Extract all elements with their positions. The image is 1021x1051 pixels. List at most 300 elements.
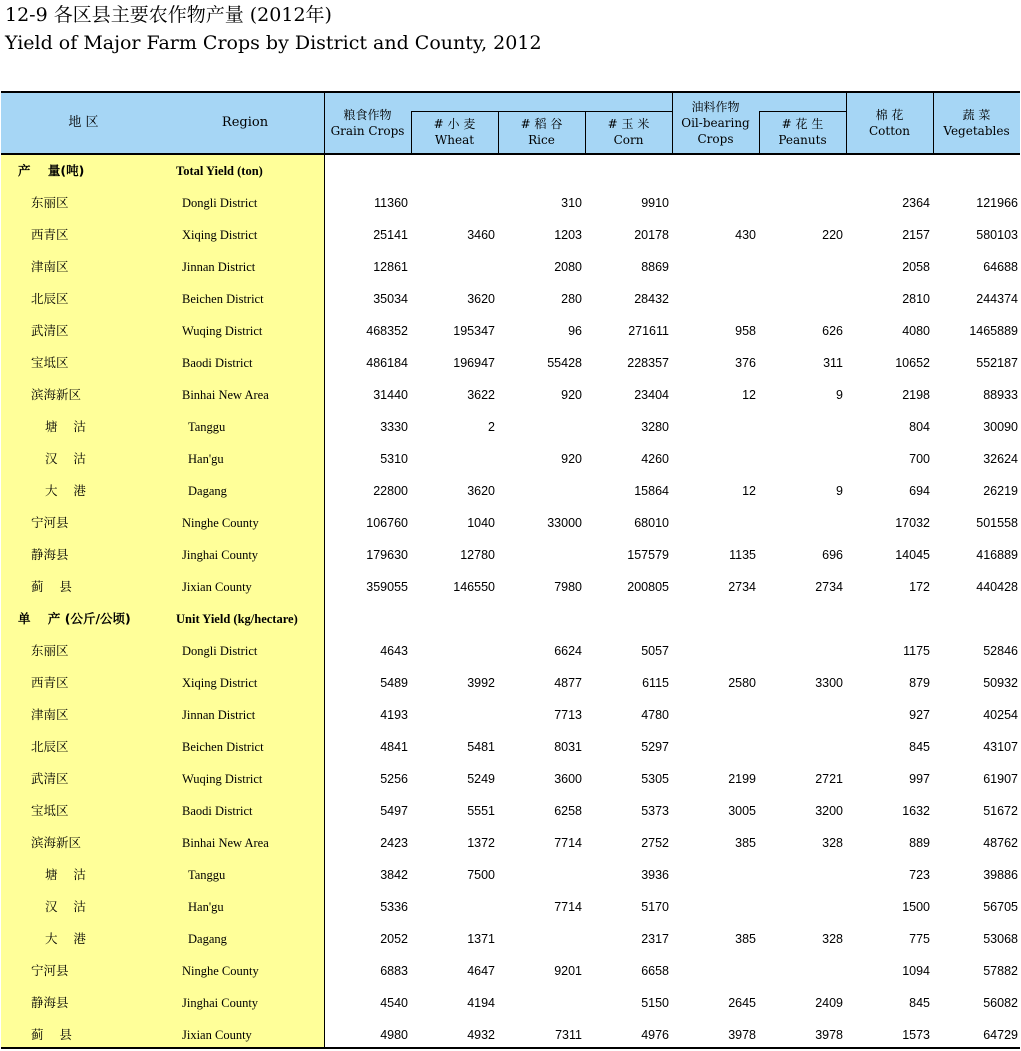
value-cell: 920: [561, 452, 582, 466]
region-name-en: Unit Yield (kg/hectare): [176, 612, 298, 626]
region-name-cn: 产 量(吨): [18, 163, 85, 178]
table-row: [0, 923, 1021, 955]
value-cell: 228357: [627, 356, 669, 370]
value-cell: 2364: [902, 196, 930, 210]
value-cell: 200805: [627, 580, 669, 594]
value-cell: 3620: [467, 484, 495, 498]
value-cell: 20178: [634, 228, 669, 242]
region-name-en: Dongli District: [182, 196, 258, 210]
value-cell: 580103: [976, 228, 1018, 242]
value-cell: 4540: [380, 996, 408, 1010]
value-cell: 1465889: [969, 324, 1018, 338]
region-name-en: Xiqing District: [182, 228, 258, 242]
value-cell: 25141: [373, 228, 408, 242]
region-name-en: Tanggu: [188, 868, 226, 882]
table-row: [0, 635, 1021, 667]
value-cell: 5497: [380, 804, 408, 818]
value-cell: 2580: [728, 676, 756, 690]
value-cell: 5256: [380, 772, 408, 786]
value-cell: 32624: [983, 452, 1018, 466]
value-cell: [589, 603, 669, 635]
value-cell: 2645: [728, 996, 756, 1010]
region-name-en: Jixian County: [182, 1028, 252, 1042]
value-cell: 31440: [373, 388, 408, 402]
value-cell: 5305: [641, 772, 669, 786]
value-cell: 50932: [983, 676, 1018, 690]
region-name-cn: 蓟 县: [31, 579, 72, 594]
value-cell: 486184: [366, 356, 408, 370]
header-region-cn: 地 区: [68, 115, 99, 130]
region-name-en: Jinghai County: [182, 996, 259, 1010]
value-cell: 15864: [634, 484, 669, 498]
value-cell: [502, 475, 582, 507]
region-name-cn: 塘 沽: [45, 867, 86, 882]
value-cell: 3300: [815, 676, 843, 690]
section-header-row: [0, 603, 1021, 635]
value-cell: 64688: [983, 260, 1018, 274]
value-cell: [415, 443, 495, 475]
value-cell: 5249: [467, 772, 495, 786]
table-bottom-rule: [1, 1047, 1020, 1049]
value-cell: [676, 155, 756, 187]
value-cell: 845: [909, 996, 930, 1010]
value-cell: 5373: [641, 804, 669, 818]
region-name-cn: 滨海新区: [31, 835, 82, 850]
region-name-en: Jinnan District: [182, 708, 256, 722]
value-cell: [502, 987, 582, 1019]
value-cell: [763, 603, 843, 635]
value-cell: 2752: [641, 836, 669, 850]
value-cell: [676, 699, 756, 731]
region-name-en: Dongli District: [182, 644, 258, 658]
value-cell: 2052: [380, 932, 408, 946]
region-name-cn: 蓟 县: [31, 1027, 72, 1042]
value-cell: 4841: [380, 740, 408, 754]
value-cell: 501558: [976, 516, 1018, 530]
value-cell: [328, 155, 408, 187]
value-cell: 958: [735, 324, 756, 338]
value-cell: 12: [742, 388, 756, 402]
region-name-en: Wuqing District: [182, 772, 263, 786]
region-name-cn: 宝坻区: [31, 803, 69, 818]
region-name-en: Baodi District: [182, 356, 253, 370]
value-cell: 7714: [554, 900, 582, 914]
value-cell: 2198: [902, 388, 930, 402]
value-cell: 889: [909, 836, 930, 850]
region-name-cn: 大 港: [45, 483, 86, 498]
value-cell: [502, 539, 582, 571]
table-row: [0, 571, 1021, 603]
table-body: [0, 155, 1021, 1051]
value-cell: 552187: [976, 356, 1018, 370]
value-cell: 4877: [554, 676, 582, 690]
table-row: [0, 507, 1021, 539]
section-header-row: [0, 155, 1021, 187]
value-cell: 17032: [895, 516, 930, 530]
header-region-en: Region: [221, 115, 269, 130]
value-cell: [763, 251, 843, 283]
value-cell: 280: [561, 292, 582, 306]
value-cell: [676, 187, 756, 219]
value-cell: [763, 283, 843, 315]
region-name-cn: 塘 沽: [45, 419, 86, 434]
page-title-cn: 12-9 各区县主要农作物产量 (2012年): [5, 4, 332, 26]
value-cell: 3620: [467, 292, 495, 306]
table-row: [0, 379, 1021, 411]
value-cell: 8031: [554, 740, 582, 754]
table-row: [0, 827, 1021, 859]
region-name-en: Jixian County: [182, 580, 252, 594]
value-cell: 4194: [467, 996, 495, 1010]
value-cell: 4193: [380, 708, 408, 722]
value-cell: 195347: [453, 324, 495, 338]
value-cell: 3280: [641, 420, 669, 434]
value-cell: 6115: [642, 676, 669, 690]
region-name-cn: 大 港: [45, 931, 86, 946]
value-cell: 2058: [902, 260, 930, 274]
value-cell: [763, 699, 843, 731]
value-cell: [415, 603, 495, 635]
region-name-cn: 东丽区: [31, 643, 69, 658]
value-cell: 5057: [641, 644, 669, 658]
value-cell: 4980: [380, 1028, 408, 1042]
value-cell: 440428: [976, 580, 1018, 594]
value-cell: 879: [909, 676, 930, 690]
value-cell: 694: [909, 484, 930, 498]
value-cell: 96: [568, 324, 582, 338]
value-cell: 9910: [641, 196, 669, 210]
value-cell: 88933: [983, 388, 1018, 402]
value-cell: 11360: [374, 196, 408, 210]
value-cell: 5481: [467, 740, 495, 754]
value-cell: [676, 635, 756, 667]
value-cell: 376: [735, 356, 756, 370]
value-cell: 7311: [555, 1028, 582, 1042]
value-cell: [676, 283, 756, 315]
value-cell: 55428: [547, 356, 582, 370]
table-row: [0, 475, 1021, 507]
value-cell: 179630: [366, 548, 408, 562]
value-cell: [502, 155, 582, 187]
table-row: [0, 539, 1021, 571]
value-cell: [676, 731, 756, 763]
value-cell: 7713: [554, 708, 582, 722]
value-cell: 68010: [634, 516, 669, 530]
region-name-en: Tanggu: [188, 420, 226, 434]
value-cell: 4780: [641, 708, 669, 722]
header-cotton: 棉 花 Cotton: [868, 108, 910, 138]
value-cell: [763, 155, 843, 187]
region-name-cn: 单 产 (公斤/公顷): [18, 611, 131, 626]
value-cell: 920: [561, 388, 582, 402]
value-cell: 5150: [641, 996, 669, 1010]
value-cell: 39886: [983, 868, 1018, 882]
value-cell: [415, 635, 495, 667]
value-cell: 2734: [815, 580, 843, 594]
value-cell: [763, 891, 843, 923]
table-row: [0, 411, 1021, 443]
region-name-cn: 宁河县: [31, 515, 69, 530]
value-cell: 5551: [467, 804, 495, 818]
value-cell: 700: [909, 452, 930, 466]
region-name-cn: 北辰区: [31, 291, 69, 306]
region-name-cn: 东丽区: [31, 195, 69, 210]
value-cell: 5310: [380, 452, 408, 466]
value-cell: 57882: [983, 964, 1018, 978]
value-cell: 2810: [902, 292, 930, 306]
value-cell: 416889: [976, 548, 1018, 562]
value-cell: 28432: [634, 292, 669, 306]
value-cell: 7714: [554, 836, 582, 850]
value-cell: 2: [488, 420, 495, 434]
value-cell: 3600: [554, 772, 582, 786]
table-header: [1, 91, 1020, 155]
value-cell: 1094: [902, 964, 930, 978]
value-cell: 3005: [728, 804, 756, 818]
region-name-cn: 静海县: [31, 547, 69, 562]
value-cell: 9: [836, 388, 843, 402]
value-cell: 723: [909, 868, 930, 882]
value-cell: 172: [909, 580, 930, 594]
table-row: [0, 987, 1021, 1019]
value-cell: 4260: [641, 452, 669, 466]
value-cell: 40254: [983, 708, 1018, 722]
value-cell: 4080: [902, 324, 930, 338]
value-cell: 3200: [815, 804, 843, 818]
value-cell: 997: [909, 772, 930, 786]
value-cell: 6658: [641, 964, 669, 978]
value-cell: 626: [822, 324, 843, 338]
value-cell: 2157: [902, 228, 930, 242]
value-cell: 9: [836, 484, 843, 498]
value-cell: [938, 603, 1018, 635]
value-cell: 61907: [983, 772, 1018, 786]
value-cell: [763, 859, 843, 891]
table-row: [0, 731, 1021, 763]
value-cell: [850, 155, 930, 187]
region-name-cn: 北辰区: [31, 739, 69, 754]
region-name-cn: 汉 沽: [45, 451, 86, 466]
value-cell: 6258: [554, 804, 582, 818]
value-cell: 3992: [467, 676, 495, 690]
value-cell: [676, 251, 756, 283]
value-cell: 43107: [983, 740, 1018, 754]
value-cell: 56705: [983, 900, 1018, 914]
value-cell: 157579: [627, 548, 669, 562]
value-cell: 1040: [467, 516, 495, 530]
value-cell: 1632: [902, 804, 930, 818]
value-cell: 1573: [902, 1028, 930, 1042]
region-name-cn: 宝坻区: [31, 355, 69, 370]
value-cell: 385: [735, 932, 756, 946]
value-cell: 5336: [380, 900, 408, 914]
region-name-en: Jinghai County: [182, 548, 259, 562]
region-name-en: Dagang: [188, 484, 227, 498]
value-cell: 22800: [373, 484, 408, 498]
value-cell: 53068: [983, 932, 1018, 946]
value-cell: 56082: [983, 996, 1018, 1010]
value-cell: 1372: [467, 836, 495, 850]
value-cell: 244374: [976, 292, 1018, 306]
value-cell: [763, 635, 843, 667]
value-cell: 385: [735, 836, 756, 850]
table-row: [0, 795, 1021, 827]
value-cell: 6624: [554, 644, 582, 658]
table-row: [0, 859, 1021, 891]
value-cell: 8869: [641, 260, 669, 274]
value-cell: 48762: [983, 836, 1018, 850]
value-cell: [676, 859, 756, 891]
region-name-cn: 西青区: [31, 675, 69, 690]
region-name-en: Xiqing District: [182, 676, 258, 690]
page-title-en: Yield of Major Farm Crops by District and County, 2012: [5, 32, 542, 54]
value-cell: 5170: [641, 900, 669, 914]
value-cell: 23404: [634, 388, 669, 402]
region-name-en: Binhai New Area: [182, 388, 269, 402]
value-cell: 4647: [467, 964, 495, 978]
value-cell: 927: [909, 708, 930, 722]
value-cell: 9201: [554, 964, 582, 978]
value-cell: 3978: [815, 1028, 843, 1042]
region-name-cn: 津南区: [31, 707, 69, 722]
value-cell: [763, 507, 843, 539]
header-rice: # 稻 谷 Rice: [520, 117, 563, 147]
value-cell: [502, 859, 582, 891]
value-cell: [850, 603, 930, 635]
value-cell: 2734: [728, 580, 756, 594]
value-cell: 2080: [554, 260, 582, 274]
value-cell: 311: [823, 356, 843, 370]
value-cell: 1500: [902, 900, 930, 914]
value-cell: [589, 155, 669, 187]
region-name-en: Beichen District: [182, 292, 264, 306]
value-cell: 804: [909, 420, 930, 434]
header-corn: # 玉 米 Corn: [607, 117, 650, 147]
value-cell: 468352: [366, 324, 408, 338]
value-cell: 146550: [453, 580, 495, 594]
value-cell: [676, 411, 756, 443]
region-name-cn: 滨海新区: [31, 387, 82, 402]
value-cell: [415, 187, 495, 219]
value-cell: [415, 699, 495, 731]
value-cell: 1135: [729, 548, 756, 562]
value-cell: 845: [909, 740, 930, 754]
value-cell: 35034: [373, 292, 408, 306]
value-cell: [763, 443, 843, 475]
value-cell: 2409: [815, 996, 843, 1010]
header-oil-crops: 油料作物 Oil-bearing Crops: [681, 100, 750, 146]
value-cell: [763, 411, 843, 443]
table-row: [0, 187, 1021, 219]
value-cell: 2721: [815, 772, 843, 786]
value-cell: [763, 187, 843, 219]
value-cell: 33000: [547, 516, 582, 530]
region-name-cn: 静海县: [31, 995, 69, 1010]
value-cell: [415, 155, 495, 187]
value-cell: 3622: [467, 388, 495, 402]
table-row: [0, 891, 1021, 923]
table-row: [0, 667, 1021, 699]
value-cell: 14045: [895, 548, 930, 562]
value-cell: 10652: [895, 356, 930, 370]
value-cell: 310: [561, 196, 582, 210]
value-cell: [763, 731, 843, 763]
value-cell: 3978: [728, 1028, 756, 1042]
region-name-en: Ninghe County: [182, 516, 259, 530]
value-cell: 4643: [380, 644, 408, 658]
region-name-cn: 武清区: [31, 771, 69, 786]
header-grain-crops: 粮食作物 Grain Crops: [330, 108, 405, 138]
region-name-en: Jinnan District: [182, 260, 256, 274]
value-cell: 5297: [641, 740, 669, 754]
value-cell: 106760: [366, 516, 408, 530]
value-cell: [938, 155, 1018, 187]
value-cell: 3330: [380, 420, 408, 434]
value-cell: 2199: [728, 772, 756, 786]
value-cell: 4976: [641, 1028, 669, 1042]
region-name-en: Ninghe County: [182, 964, 259, 978]
value-cell: [502, 411, 582, 443]
value-cell: 121966: [976, 196, 1018, 210]
value-cell: 5489: [380, 676, 408, 690]
value-cell: 12: [742, 484, 756, 498]
value-cell: 7980: [554, 580, 582, 594]
value-cell: 2423: [380, 836, 408, 850]
value-cell: 30090: [983, 420, 1018, 434]
region-name-cn: 宁河县: [31, 963, 69, 978]
value-cell: [676, 891, 756, 923]
value-cell: [502, 923, 582, 955]
table-row: [0, 219, 1021, 251]
region-name-cn: 武清区: [31, 323, 69, 338]
region-name-en: Total Yield (ton): [176, 164, 263, 178]
value-cell: [676, 443, 756, 475]
value-cell: 696: [822, 548, 843, 562]
region-name-en: Dagang: [188, 932, 227, 946]
value-cell: 51672: [983, 804, 1018, 818]
value-cell: 359055: [366, 580, 408, 594]
value-cell: [415, 251, 495, 283]
table-row: [0, 955, 1021, 987]
header-peanuts: # 花 生 Peanuts: [778, 117, 827, 147]
value-cell: 64729: [983, 1028, 1018, 1042]
value-cell: 52846: [983, 644, 1018, 658]
table-row: [0, 443, 1021, 475]
value-cell: 1203: [554, 228, 582, 242]
value-cell: 6883: [380, 964, 408, 978]
value-cell: 1371: [467, 932, 495, 946]
region-name-en: Han'gu: [188, 900, 224, 914]
value-cell: 3842: [380, 868, 408, 882]
value-cell: 26219: [983, 484, 1018, 498]
value-cell: [502, 603, 582, 635]
region-name-en: Beichen District: [182, 740, 264, 754]
value-cell: 2317: [641, 932, 669, 946]
value-cell: 775: [909, 932, 930, 946]
value-cell: 3936: [641, 868, 669, 882]
table-row: [0, 763, 1021, 795]
header-wheat: # 小 麦 Wheat: [433, 117, 476, 147]
value-cell: 1175: [903, 644, 930, 658]
value-cell: 3460: [467, 228, 495, 242]
value-cell: 12780: [460, 548, 495, 562]
value-cell: [676, 955, 756, 987]
value-cell: 196947: [453, 356, 495, 370]
value-cell: [676, 507, 756, 539]
value-cell: 7500: [467, 868, 495, 882]
region-name-en: Han'gu: [188, 452, 224, 466]
header-vegetables: 蔬 菜 Vegetables: [943, 108, 1010, 138]
